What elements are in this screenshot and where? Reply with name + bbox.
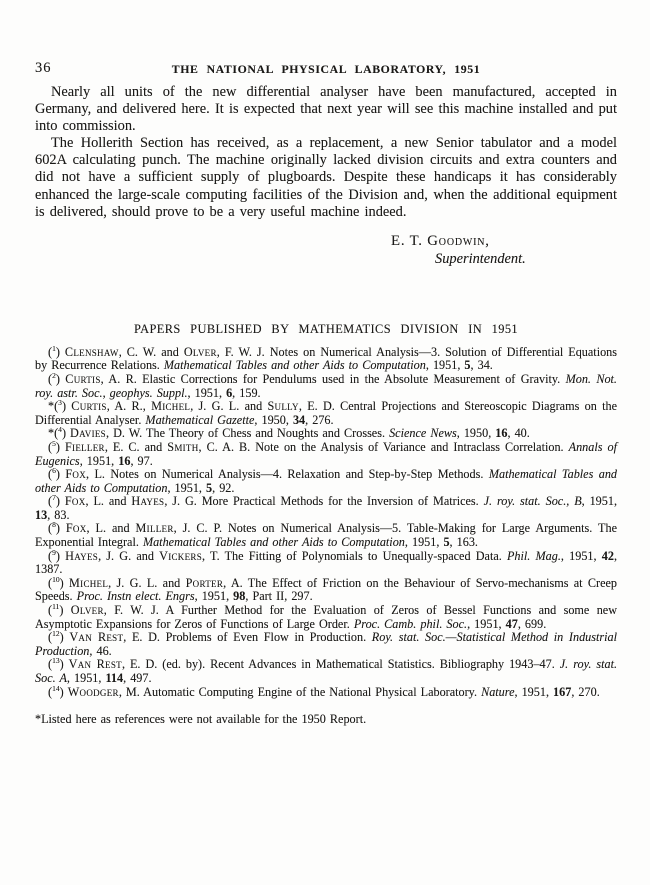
bibliography-entry: ($^9$) Hayes, J. G. and Vickers, T. The Fitting of Polynomials to Unequally-spaced Data. Phil. Mag., 1951, 42, 1387. <box>35 547 617 577</box>
bibliography-entry: ($^{12}$) Van Rest, E. D. Problems of Even Flow in Production. Roy. stat. Soc.—Statistical Method in Industrial Production, 46. <box>35 629 617 658</box>
signature-name: E. T. Goodwin, <box>391 232 490 249</box>
bibliography-entry: ($^5$) Fieller, E. C. and Smith, C. A. B. Note on the Analysis of Variance and Intraclass Correlation. Annals of Eugenics, 1951, 16, 97. <box>35 438 618 468</box>
page-number: 36 <box>35 60 52 76</box>
bibliography-list <box>35 343 618 699</box>
signature-block <box>391 233 617 268</box>
bibliography-entry: ($^{10}$) Michel, J. G. L. and Porter, A. The Effect of Friction on the Behaviour of Servo-mechanisms at Creep Speeds. Proc. Instn elect. Engrs, 1951, 98, Part II, 297. <box>35 574 618 604</box>
report-paragraph: Nearly all units of the new differential analyser have been manufactured, accepted in Germany, and delivered here. It is expected that next year will see this machine installed and put into commission. <box>35 84 617 135</box>
bibliography-entry: ($^{11}$) Olver, F. W. J. A Further Method for the Evaluation of Zeros of Bessel Functions and some new Asymptotic Expansions for Zeros of Functions of Large Order. Proc. Camb. phil. Soc., 1951, 47, 699. <box>35 601 617 631</box>
bibliography-entry: ($^8$) Fox, L. and Miller, J. C. P. Notes on Numerical Analysis—5. Table-Making for Large Arguments. The Exponential Integral. Mathematical Tables and other Aids to Computation, 1951, 5, 163. <box>35 520 617 550</box>
bibliography-entry: ($^{13}$) Van Rest, E. D. (ed. by). Recent Advances in Mathematical Statistics. Bibliography 1943–47. J. roy. stat. Soc. A, 1951, 114, 497. <box>35 656 617 685</box>
bibliography-entry: ($^{14}$) Woodger, M. Automatic Computing Engine of the National Physical Laboratory. Nature, 1951, 167, 270. <box>48 683 600 699</box>
bibliography-entry: ($^6$) Fox, L. Notes on Numerical Analysis—4. Relaxation and Step-by-Step Methods. Mathematical Tables and other Aids to Computation, 1951, 5, 92. <box>35 466 618 495</box>
running-title: THE NATIONAL PHYSICAL LABORATORY, 1951 <box>171 62 481 76</box>
bibliography-entry: ($^2$) Curtis, A. R. Elastic Corrections for Pendulums used in the Absolute Measurement of Gravity. Mon. Not. roy. astr. Soc., geophys. Suppl., 1951, 6, 159. <box>35 370 617 400</box>
report-body <box>35 84 617 221</box>
bibliography-entry: ($^7$) Fox, L. and Hayes, J. G. More Practical Methods for the Inversion of Matrices. J. roy. stat. Soc., B, 1951, 13, 83. <box>35 493 618 522</box>
bibliography-entry: *($^4$) Davies, D. W. The Theory of Chess and Noughts and Crosses. Science News, 1950, 16, 40. <box>48 425 530 441</box>
footnote: *Listed here as references were not available for the 1950 Report. <box>35 712 367 727</box>
signature-role: Superintendent. <box>435 250 526 267</box>
papers-heading: PAPERS PUBLISHED BY MATHEMATICS DIVISION IN 1951 <box>133 321 519 336</box>
report-paragraph: The Hollerith Section has received, as a replacement, a new Senior tabulator and a model 602A calculating punch. The machine originally lacked division circuits and extra counters and did not have a sufficient supply of plugboards. Despite these handicaps it has considerably enhanced the large-scale computing facilities of the Division and, when the additional equipment is delivered, should prove to be a very useful machine indeed. <box>35 135 617 220</box>
bibliography-entry: ($^1$) Clenshaw, C. W. and Olver, F. W. J. Notes on Numerical Analysis—3. Solution of Differential Equations by Recurrence Relations. Mathematical Tables and other Aids to Computation, 1951, 5, 34. <box>35 343 618 373</box>
bibliography-entry: *($^3$) Curtis, A. R., Michel, J. G. L. and Sully, E. D. Central Projections and Stereoscopic Diagrams on the Differential Analyser. Mathematical Gazette, 1950, 34, 276. <box>35 398 617 427</box>
page-content <box>35 61 617 727</box>
page-header <box>35 61 617 76</box>
